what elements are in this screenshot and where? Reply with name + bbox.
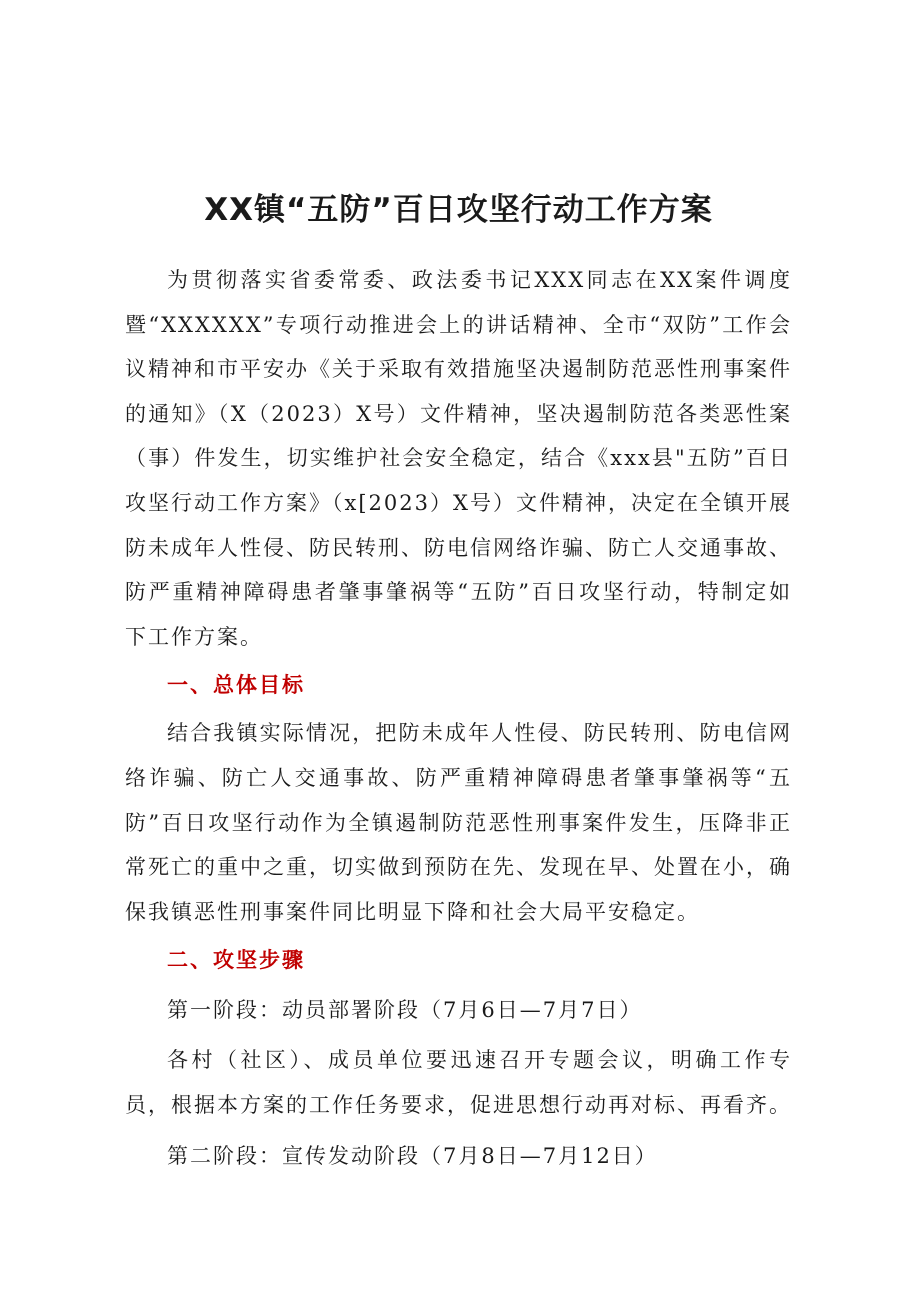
intro-paragraph: 为贯彻落实省委常委、政法委书记XXX同志在XX案件调度暨“XXXXXX”专项行动推进会上的讲话精神、全市“双防”工作会议精神和市平安办《关于采取有效措施坚决遏制防范恶性刑事案件的通知》（X（2023）X号）文件精神，坚决遏制防范各类恶性案（事）件发生，切实维护社会安全稳定，结合《xxx县"五防”百日攻坚行动工作方案》（x[2023）X号）文件精神，决定在全镇开展防未成年人性侵、防民转刑、防电信网络诈骗、防亡人交通事故、防严重精神障碍患者肇事肇祸等“五防”百日攻坚行动，特制定如下工作方案。 [125,268,792,649]
stage-one-title: 第一阶段：动员部署阶段（7月6日—7月7日） [167,998,643,1023]
document-title: XX镇“五防”百日攻坚行动工作方案 [204,192,713,228]
overall-goal-paragraph: 结合我镇实际情况，把防未成年人性侵、防民转刑、防电信网络诈骗、防亡人交通事故、防严重精神障碍患者肇事肇祸等“五防”百日攻坚行动作为全镇遏制防范恶性刑事案件发生，压降非正常死亡的重中之重，切实做到预防在先、发现在早、处置在小，确保我镇恶性刑事案件同比明显下降和社会大局平安稳定。 [125,721,792,924]
stage-one-paragraph: 各村（社区）、成员单位要迅速召开专题会议，明确工作专员，根据本方案的工作任务要求，促进思想行动再对标、再看齐。 [125,1048,792,1117]
stage-two-title: 第二阶段：宣传发动阶段（7月8日—7月12日） [167,1143,658,1168]
section-heading-steps: 二、攻坚步骤 [167,948,305,973]
section-heading-overall-goal: 一、总体目标 [167,673,305,698]
